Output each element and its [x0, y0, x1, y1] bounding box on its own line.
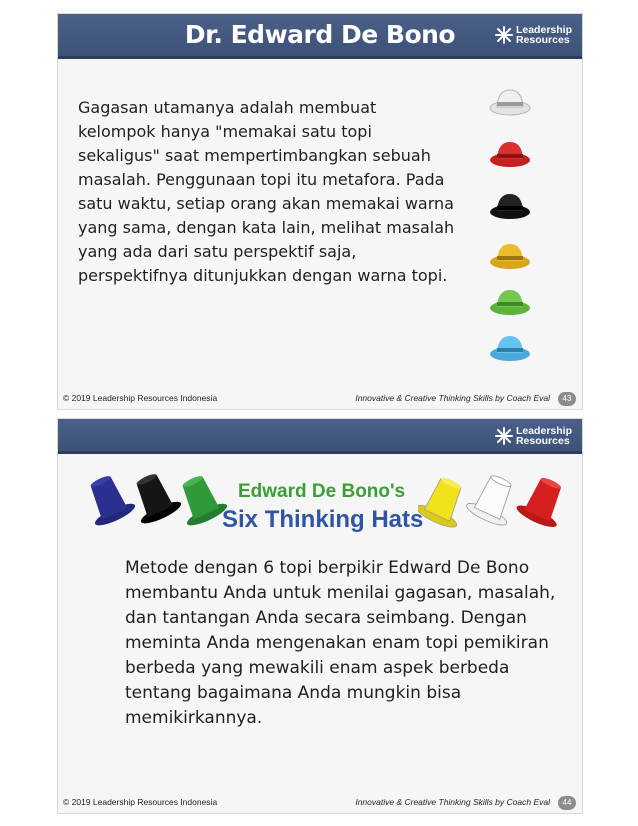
page-number-badge: 43 — [558, 392, 576, 406]
leadership-resources-logo — [495, 25, 572, 45]
blue-top-hat-icon — [80, 470, 137, 529]
yellow-top-hat-icon — [418, 472, 473, 529]
yellow-hat-icon — [488, 236, 532, 272]
green-hat-icon — [488, 282, 532, 318]
green-top-hat-icon — [171, 470, 230, 529]
slide-44 — [57, 418, 583, 814]
subtitle-edward-de-bono: Edward De Bono's — [238, 481, 406, 502]
slide-header — [58, 14, 582, 59]
footer-copyright: © 2019 Leadership Resources Indonesia — [63, 393, 218, 403]
leadership-resources-logo — [495, 426, 572, 446]
logo-line2: Resources — [515, 34, 570, 46]
footer-course-title: Innovative & Creative Thinking Skills by Coach Eval — [355, 797, 550, 807]
slide-body-text: Metode dengan 6 topi berpikir Edward De Bono membantu Anda untuk menilai gagasan, masalah, dan tantangan Anda secara seimbang. Dengan meminta Anda mengenakan enam topi pemikiran berbeda yang mewakili enam aspek berbeda tentang bagaimana Anda mungkin bisa memikirkannya. — [125, 558, 556, 728]
slide-body-text: Gagasan utamanya adalah membuat kelompok hanya "memakai satu topi sekaligus" saat mempertimbangkan sebuah masalah. Penggunaan topi itu metafora. Pada satu waktu, setiap orang akan memakai warna yang sama, dengan kata lain, melihat masalah yang ada dari satu perspektif saja, perspektifnya ditunjukkan dengan warna topi. — [78, 98, 455, 285]
white-hat-icon — [488, 82, 532, 118]
slide-43 — [57, 13, 583, 410]
red-top-hat-icon — [514, 472, 573, 529]
star-burst-icon — [495, 427, 513, 445]
slide-header — [58, 419, 582, 454]
white-top-hat-icon — [464, 470, 523, 529]
black-hat-icon — [488, 186, 532, 222]
slide-title: Dr. Edward De Bono — [184, 20, 456, 49]
red-hat-icon — [488, 134, 532, 170]
star-burst-icon — [495, 26, 513, 44]
logo-line2: Resources — [515, 435, 570, 447]
footer-course-title: Innovative & Creative Thinking Skills by Coach Eval — [355, 393, 550, 403]
blue-hat-icon — [488, 328, 532, 364]
logo-line1: Leadership — [515, 24, 572, 36]
black-top-hat-icon — [125, 469, 184, 527]
logo-line1: Leadership — [515, 425, 572, 437]
page-number-badge: 44 — [558, 796, 576, 810]
footer-copyright: © 2019 Leadership Resources Indonesia — [63, 797, 218, 807]
right-top-hats-group — [418, 469, 578, 529]
left-top-hats-group — [80, 469, 230, 529]
subtitle-six-thinking-hats: Six Thinking Hats — [222, 506, 424, 533]
